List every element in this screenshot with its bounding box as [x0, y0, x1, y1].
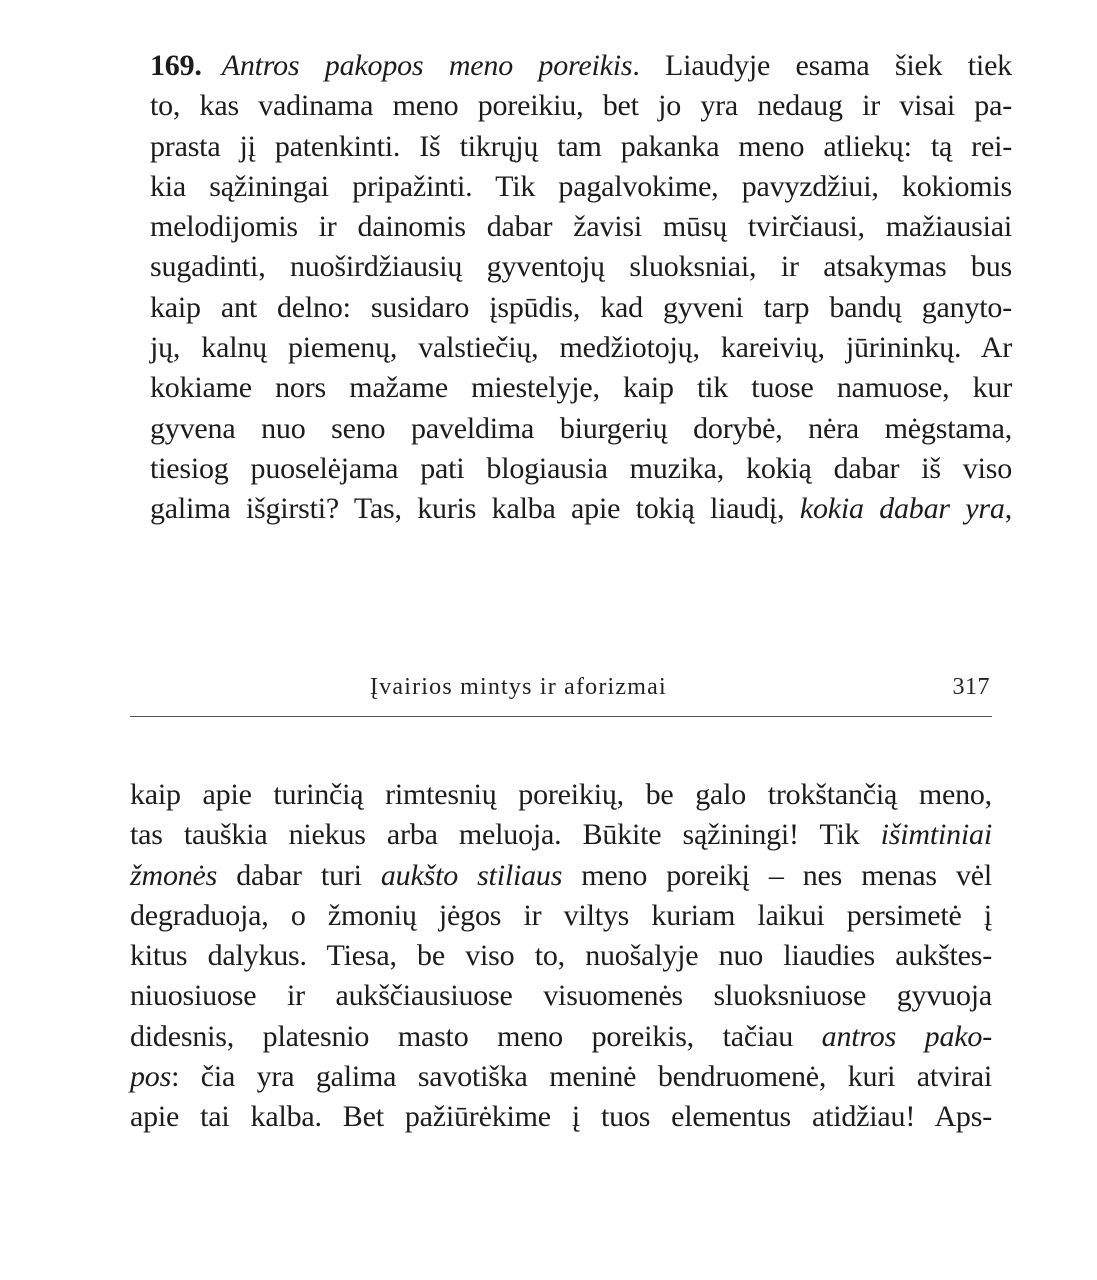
running-header	[130, 672, 992, 712]
text-segment: : čia yra galima savotiška meninė bendruomenė, kuri atvirai	[171, 1060, 992, 1094]
text-line: degraduoja, o žmonių jėgos ir viltys kuriam laikui persimetė į	[130, 898, 992, 932]
text-segment: dabar turi	[217, 858, 381, 892]
text-segment: galima išgirsti? Tas, kuris kalba apie tokią liaudį,	[150, 492, 800, 526]
text-line: to, kas vadinama meno poreikiu, bet jo yra nedaug ir visai pa-	[150, 89, 1012, 123]
text-line: prasta jį patenkinti. Iš tikrųjų tam pakanka meno atliekų: tą rei-	[150, 129, 1012, 163]
text-line	[130, 1057, 992, 1097]
text-line	[150, 489, 1012, 529]
text-segment-italic: pos	[130, 1060, 172, 1094]
text-line: kitus dalykus. Tiesa, be viso to, nuošalyje nuo liaudies aukštes-	[130, 939, 992, 973]
text-line: kokiame nors mažame miestelyje, kaip tik tuose namuose, kur	[150, 371, 1012, 405]
text-line: melodijomis ir dainomis dabar žavisi mūsų tvirčiausi, mažiausiai	[150, 210, 1012, 244]
text-segment-italic: išimtiniai	[880, 818, 992, 852]
text-line: tiesiog puoselėjama pati blogiausia muzika, kokią dabar iš viso	[150, 451, 1012, 485]
text-line: sugadinti, nuoširdžiausių gyventojų sluoksniai, ir atsakymas bus	[150, 250, 1012, 284]
paragraph-title: Antros pakopos meno poreikis	[221, 49, 633, 82]
text-line: kia sąžiningai pripažinti. Tik pagalvokime, pavyzdžiui, kokiomis	[150, 169, 1012, 203]
text-segment: tas tauškia niekus arba meluoja. Būkite sąžiningi! Tik	[130, 818, 881, 852]
page-number: 317	[952, 674, 990, 700]
text-segment-italic: aukšto stiliaus	[380, 858, 563, 892]
text-segment-italic: kokia dabar yra	[799, 492, 1005, 526]
text-line	[130, 856, 992, 896]
header-rule	[130, 716, 992, 717]
text-line	[130, 1017, 992, 1057]
text-segment-italic: žmonės	[130, 858, 218, 892]
text-segment-italic: antros pako-	[821, 1019, 992, 1053]
text-line	[150, 46, 1012, 86]
page-316-text-block	[150, 46, 1012, 530]
text-segment: . Liaudyje esama šiek tiek	[632, 49, 1012, 82]
text-line: niuosiuose ir aukščiausiuose visuomenės sluoksniuose gyvuoja	[130, 979, 992, 1013]
text-line	[130, 815, 992, 855]
text-segment: didesnis, platesnio masto meno poreikis, tačiau	[130, 1019, 822, 1053]
text-line: apie tai kalba. Bet pažiūrėkime į tuos elementus atidžiau! Aps-	[130, 1100, 992, 1134]
text-line: jų, kalnų piemenų, valstiečių, medžiotojų, kareivių, jūrininkų. Ar	[150, 331, 1012, 365]
running-header-title: Įvairios mintys ir aforizmai	[370, 674, 667, 700]
text-line: kaip apie turinčią rimtesnių poreikių, be galo trokštančią meno,	[130, 778, 992, 811]
text-line: kaip ant delno: susidaro įspūdis, kad gyveni tarp bandų ganyto-	[150, 290, 1012, 324]
paragraph-number: 169.	[150, 49, 202, 82]
text-segment: ,	[1004, 492, 1012, 526]
text-line: gyvena nuo seno paveldima biurgerių dorybė, nėra mėgstama,	[150, 411, 1012, 445]
text-segment: meno poreikį – nes menas vėl	[562, 858, 993, 892]
page-317-text-block	[130, 775, 992, 1138]
